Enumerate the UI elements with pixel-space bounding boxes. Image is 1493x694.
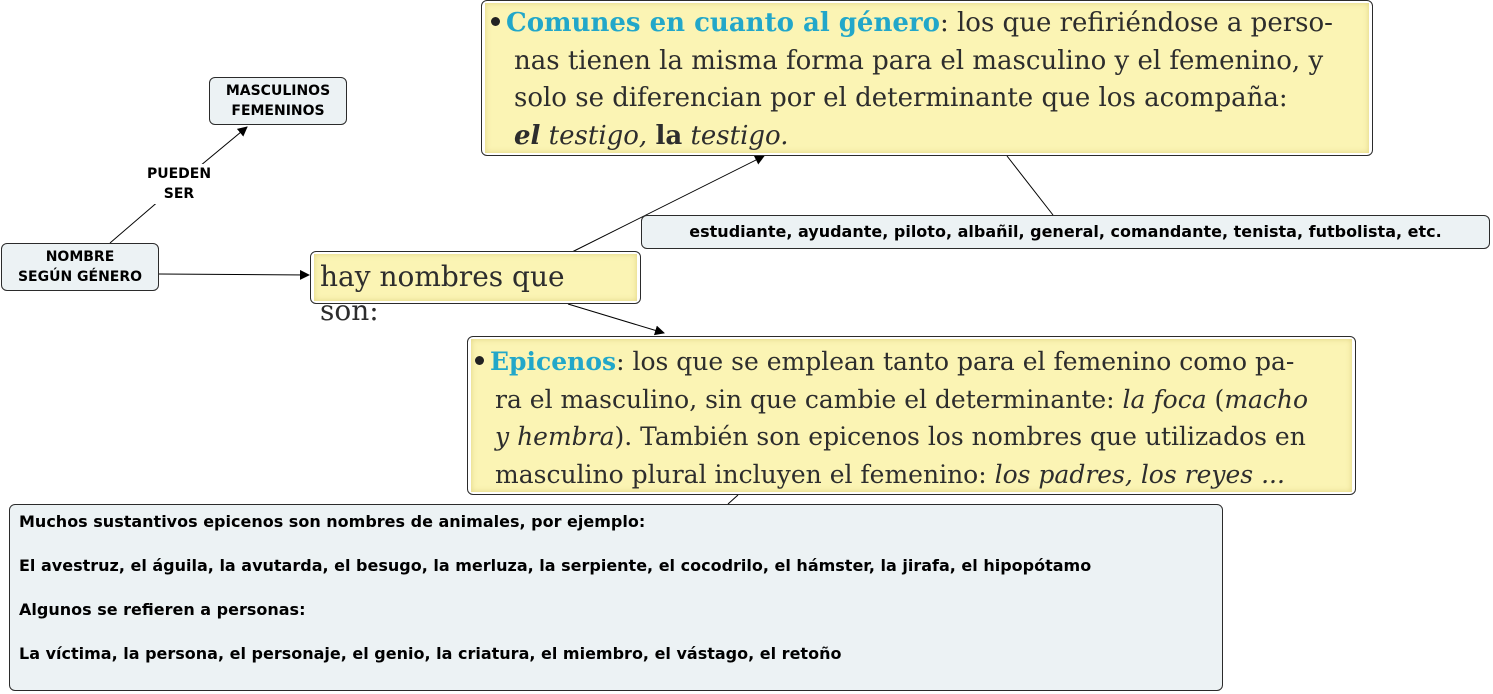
comunes-line3: solo se diferencian por el determinante que los acompaña: xyxy=(514,83,1288,113)
node-hay-nombres[interactable] xyxy=(310,251,641,327)
epicenos-line3: ). También son epicenos los nombres que utilizados en xyxy=(614,422,1306,451)
comunes-line1: : los que refiriéndose a perso- xyxy=(939,8,1333,38)
edge-label-line1: PUEDEN xyxy=(146,166,212,182)
edge-label-pueden-ser xyxy=(138,164,220,204)
nota-paragraph-3: Algunos se refieren a personas: xyxy=(19,600,306,619)
comunes-ejemplos-text: estudiante, ayudante, piloto, albañil, general, comandante, tenista, futbolista, etc. xyxy=(689,222,1442,241)
node-hay-nombres-text: hay nombres que son: xyxy=(320,260,565,327)
node-nombre-segun-genero[interactable] xyxy=(1,243,159,291)
edge-hay-to-epicenos xyxy=(568,304,664,333)
node-hay-nombres-image xyxy=(314,254,637,327)
epicenos-line2: ra el masculino, sin que cambie el determinante: xyxy=(495,384,1123,414)
bullet-icon xyxy=(475,356,484,365)
nota-paragraph-1: Muchos sustantivos epicenos son nombres de animales, por ejemplo: xyxy=(19,512,646,531)
edge-nombre-to-hay xyxy=(159,274,309,275)
edge-comunes-to-ejemplos xyxy=(1007,156,1053,215)
epicenos-line2-ital2: macho xyxy=(1224,384,1309,414)
nota-paragraph-2: El avestruz, el águila, la avutarda, el besugo, la merluza, la serpiente, el cocodrilo, el hámster, la jirafa, el hipopótamo xyxy=(19,556,1092,575)
epicenos-line4-ital: los padres, los reyes ... xyxy=(994,459,1285,489)
term-comunes: Comunes en cuanto al género xyxy=(506,8,940,38)
node-masc-line1: MASCULINOS xyxy=(225,83,331,99)
epicenos-line3-ital: y hembra xyxy=(495,422,615,451)
node-comunes[interactable] xyxy=(481,0,1373,156)
edge-label-to-masc xyxy=(200,127,247,166)
bullet-icon xyxy=(491,17,500,26)
node-masc-line2: FEMENINOS xyxy=(231,103,325,119)
node-epicenos-image xyxy=(471,339,1352,492)
edge-label-line2: SER xyxy=(163,186,195,202)
node-masculinos-femeninos[interactable] xyxy=(209,77,347,125)
comunes-ex-art2: la xyxy=(655,120,683,151)
edge-epicenos-to-nota xyxy=(728,495,738,504)
edge-nombre-to-label xyxy=(110,200,160,243)
epicenos-line2-paren: ( xyxy=(1206,384,1225,414)
comunes-ex-art1: el xyxy=(514,120,541,151)
node-epicenos-nota[interactable] xyxy=(9,504,1223,691)
term-epicenos: Epicenos xyxy=(490,347,617,376)
epicenos-line4: masculino plural incluyen el femenino: xyxy=(495,459,995,489)
epicenos-line2-ital: la foca xyxy=(1122,384,1207,414)
node-nombre-line2: SEGÚN GÉNERO xyxy=(17,269,143,285)
epicenos-line1: : los que se emplean tanto para el femenino como pa- xyxy=(616,347,1295,376)
node-nombre-line1: NOMBRE xyxy=(45,249,115,265)
node-epicenos[interactable] xyxy=(467,336,1356,495)
comunes-ex-noun1: testigo, xyxy=(540,120,656,151)
node-comunes-image xyxy=(485,3,1369,153)
node-comunes-ejemplos[interactable] xyxy=(641,215,1490,249)
comunes-line2: nas tienen la misma forma para el masculino y el femenino, y xyxy=(514,45,1324,76)
comunes-ex-noun2: testigo. xyxy=(682,120,789,151)
nota-paragraph-4: La víctima, la persona, el personaje, el genio, la criatura, el miembro, el vástago, el retoño xyxy=(19,644,842,663)
